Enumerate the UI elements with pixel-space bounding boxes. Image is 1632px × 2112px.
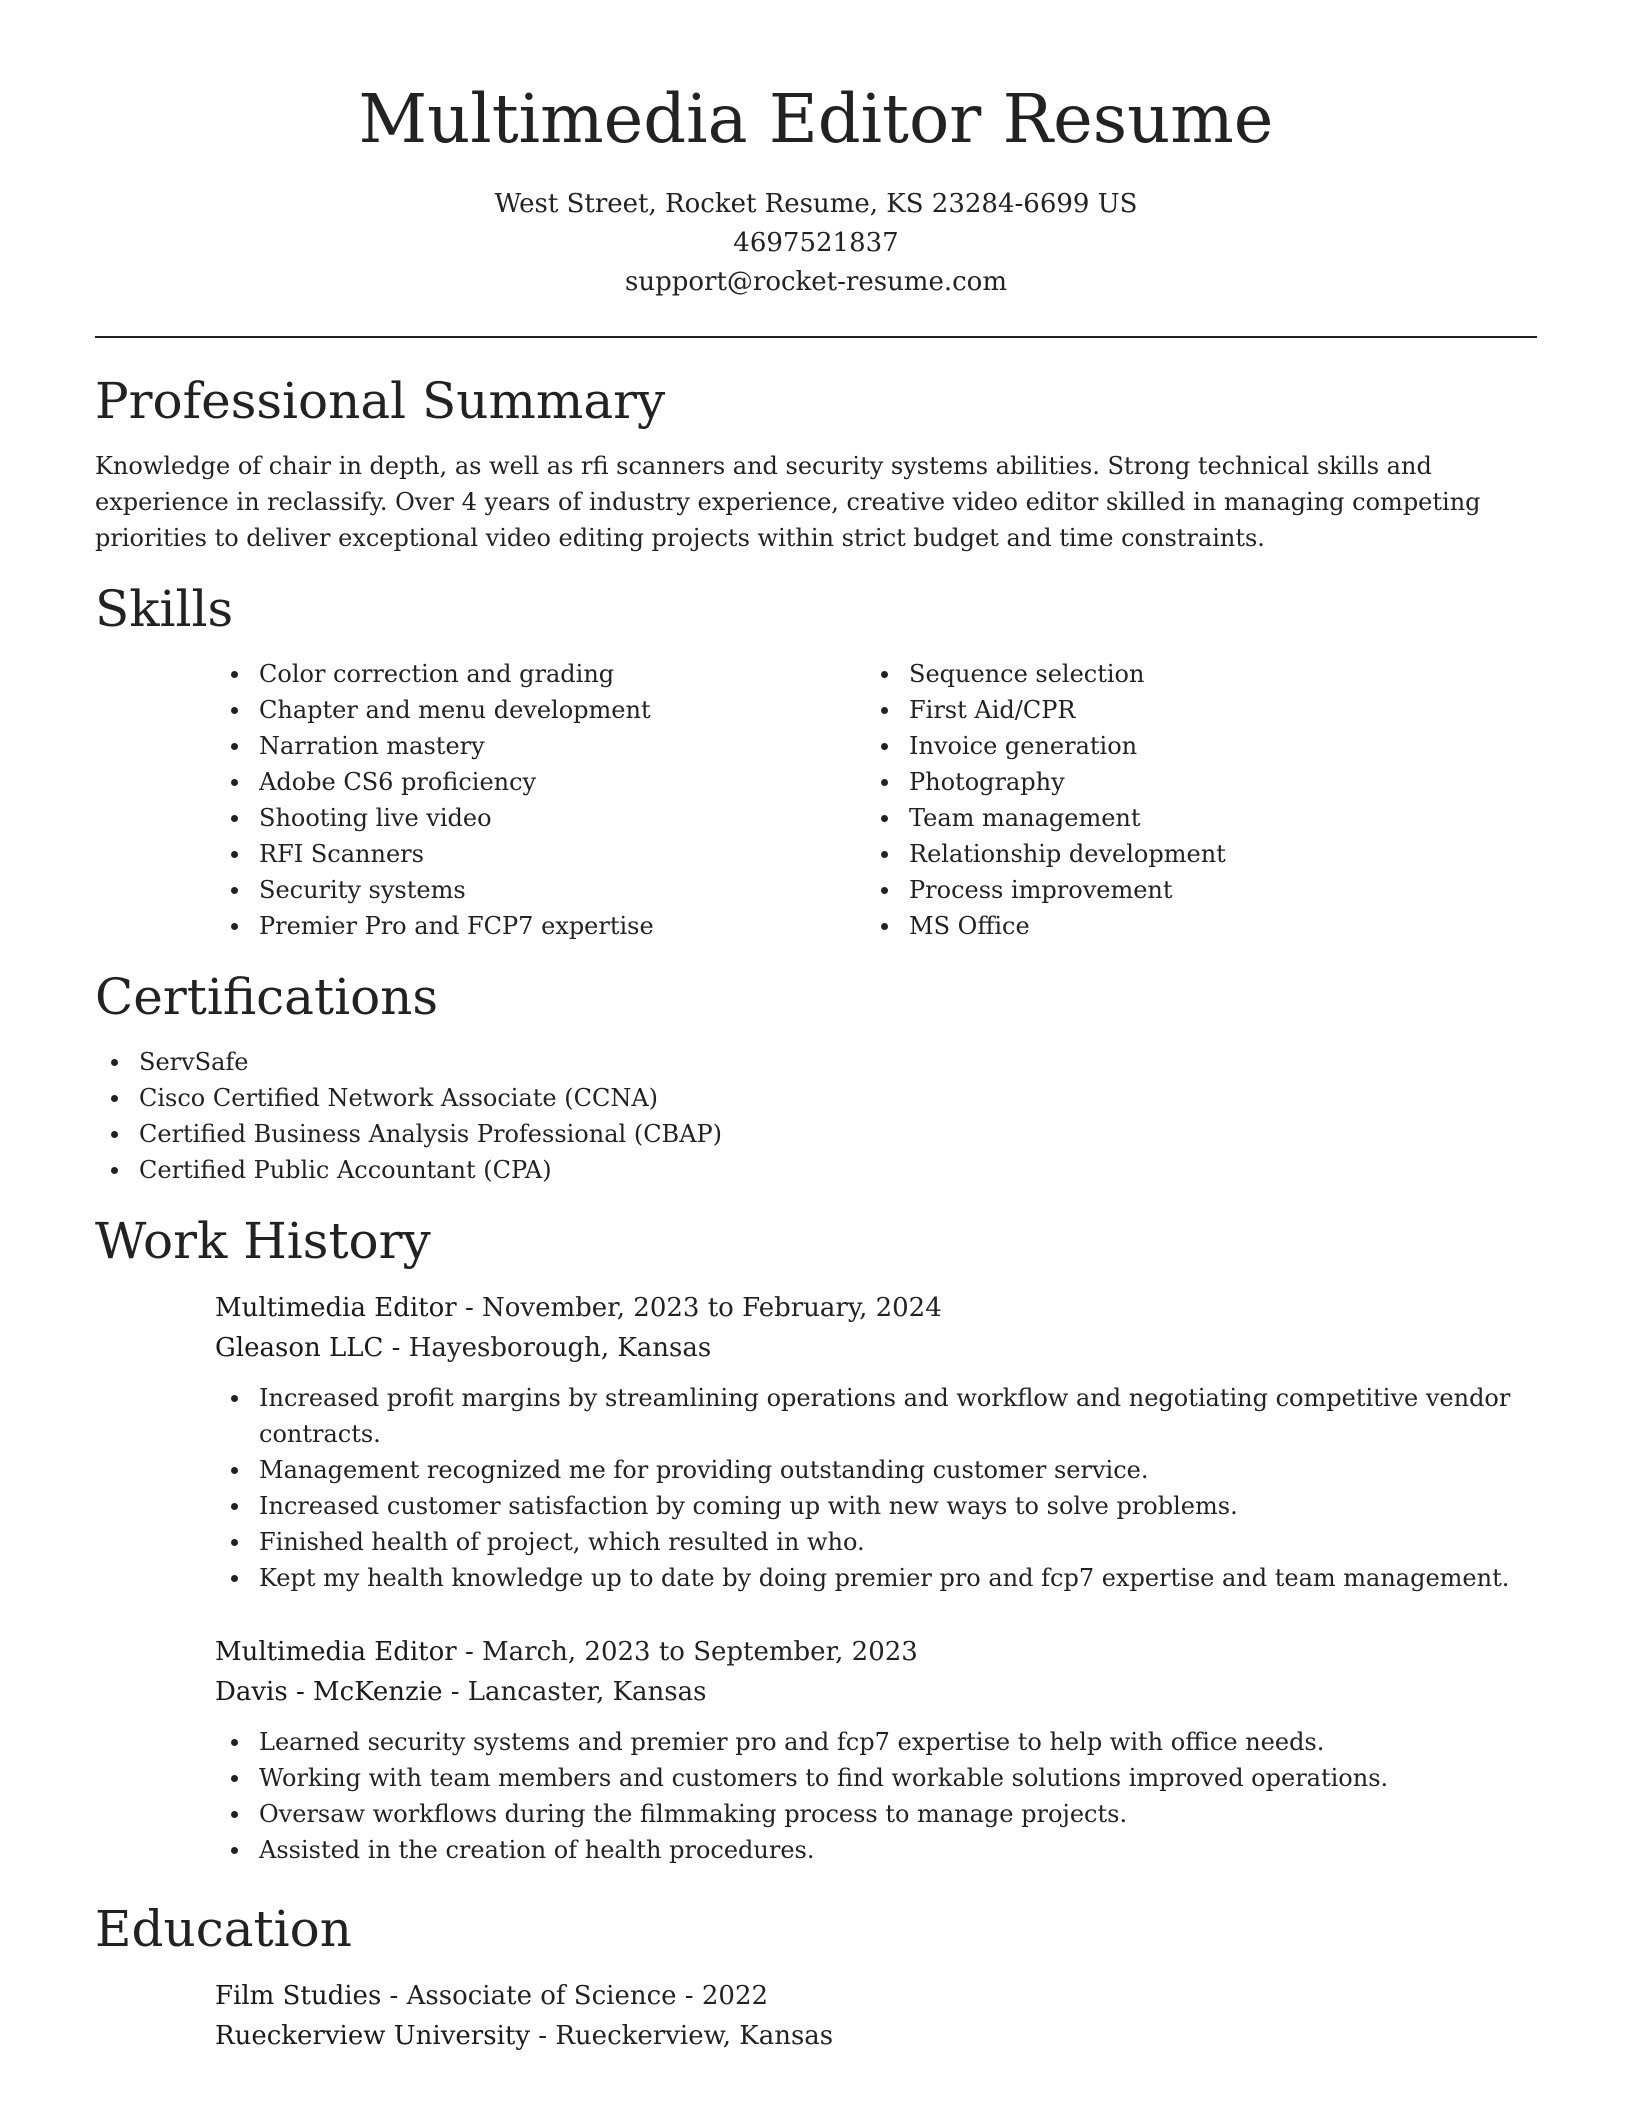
job-title-line: Multimedia Editor - March, 2023 to September, 2023: [215, 1637, 918, 1667]
skills-heading: Skills: [95, 580, 234, 638]
job-bullets: [95, 1724, 1537, 1868]
skill-item-text: Chapter and menu development: [259, 696, 651, 724]
bullet-icon: [231, 851, 238, 858]
certification-item-text: Cisco Certified Network Associate (CCNA): [139, 1084, 659, 1112]
education-school: Rueckerview University: [215, 2021, 531, 2051]
certification-item-text: Certified Business Analysis Professional (CBAP): [139, 1120, 723, 1148]
skills-section: [95, 580, 1537, 944]
bullet-icon: [231, 779, 238, 786]
bullet-icon: [881, 671, 888, 678]
job-bullet: [215, 1796, 1537, 1832]
job-location: Lancaster, Kansas: [467, 1677, 707, 1707]
job-bullet: [215, 1832, 1537, 1868]
job-bullet-text: Oversaw workflows during the filmmaking process to manage projects.: [259, 1800, 1128, 1828]
certification-item: [95, 1116, 1537, 1152]
skill-item-text: Adobe CS6 proficiency: [259, 768, 537, 796]
job-bullet: [215, 1524, 1537, 1560]
bullet-icon: [881, 887, 888, 894]
education-heading: Education: [95, 1900, 352, 1958]
bullet-icon: [231, 923, 238, 930]
skill-item-text: Shooting live video: [259, 804, 492, 832]
job-location: Hayesborough, Kansas: [408, 1333, 712, 1363]
skill-item: [865, 728, 1515, 764]
education-entry: [215, 1976, 1537, 2056]
job-bullet: [215, 1380, 1537, 1452]
bullet-icon: [231, 1811, 238, 1818]
education-degree: Associate of Science: [406, 1981, 677, 2011]
bullet-icon: [231, 1503, 238, 1510]
skill-item-text: Invoice generation: [909, 732, 1138, 760]
work-history-heading: Work History: [95, 1212, 431, 1270]
job-dates: November, 2023 to February, 2024: [482, 1293, 942, 1323]
bullet-icon: [881, 779, 888, 786]
skill-item-text: Photography: [909, 768, 1065, 796]
skill-item: [215, 800, 865, 836]
education-section: [95, 1900, 1537, 2056]
skill-item: [865, 800, 1515, 836]
skill-item-text: Premier Pro and FCP7 expertise: [259, 912, 654, 940]
certification-item: [95, 1152, 1537, 1188]
skill-item-text: Process improvement: [909, 876, 1173, 904]
bullet-icon: [881, 743, 888, 750]
bullet-icon: [231, 1395, 238, 1402]
bullet-icon: [881, 851, 888, 858]
job-dates: March, 2023 to September, 2023: [482, 1637, 918, 1667]
skill-item: [215, 656, 865, 692]
bullet-icon: [881, 815, 888, 822]
skill-item: [865, 872, 1515, 908]
job-company: Gleason LLC: [215, 1333, 384, 1363]
skill-item-text: Color correction and grading: [259, 660, 615, 688]
certifications-list: [95, 1044, 1537, 1188]
skill-item: [215, 872, 865, 908]
email: support@rocket-resume.com: [624, 267, 1007, 297]
skill-item-text: Security systems: [259, 876, 466, 904]
job-role: Multimedia Editor: [215, 1637, 457, 1667]
jobs-list: [215, 1288, 1537, 1868]
skills-grid: [215, 656, 1537, 944]
work-history-section: [95, 1212, 1537, 1868]
skill-item-text: RFI Scanners: [259, 840, 424, 868]
job-bullet: [215, 1760, 1537, 1796]
job-company: Davis - McKenzie: [215, 1677, 443, 1707]
bullet-icon: [231, 707, 238, 714]
resume-title: Multimedia Editor Resume: [358, 80, 1274, 158]
summary-text: Knowledge of chair in depth, as well as rfi scanners and security systems abilities. Strong technical skills and experience in reclassify. Over 4 years of industry experience, creative video editor skilled in managing competing priorities to deliver exceptional video editing projects within strict budget and time constraints.: [95, 452, 1481, 552]
job-bullet-text: Kept my health knowledge up to date by doing premier pro and fcp7 expertise and team management.: [259, 1564, 1510, 1592]
certification-item-text: Certified Public Accountant (CPA): [139, 1156, 552, 1184]
bullet-icon: [231, 887, 238, 894]
address: West Street, Rocket Resume, KS 23284-6699 US: [494, 189, 1138, 219]
certifications-heading: Certifications: [95, 968, 439, 1026]
skill-item: [215, 764, 865, 800]
skill-item: [865, 692, 1515, 728]
job-bullet-text: Working with team members and customers to find workable solutions improved operations.: [259, 1764, 1389, 1792]
header-divider: [95, 336, 1537, 338]
education-degree-line: Film Studies - Associate of Science - 2022: [215, 1981, 769, 2011]
skills-left-column: [215, 656, 865, 944]
job-bullet: [215, 1560, 1537, 1596]
skill-item: [865, 764, 1515, 800]
skills-right-column: [865, 656, 1515, 944]
skill-item: [215, 836, 865, 872]
job-bullet-text: Finished health of project, which resulted in who.: [259, 1528, 865, 1556]
skill-item-text: MS Office: [909, 912, 1030, 940]
skill-item: [215, 692, 865, 728]
job-bullet-text: Management recognized me for providing outstanding customer service.: [259, 1456, 1149, 1484]
skill-item: [865, 656, 1515, 692]
bullet-icon: [231, 743, 238, 750]
bullet-icon: [111, 1131, 118, 1138]
bullet-icon: [881, 923, 888, 930]
job-bullet-text: Increased profit margins by streamlining operations and workflow and negotiating competitive vendor contracts.: [259, 1384, 1511, 1448]
phone: 4697521837: [733, 228, 899, 258]
bullet-icon: [111, 1167, 118, 1174]
bullet-icon: [881, 707, 888, 714]
job-entry: [215, 1288, 1537, 1596]
skill-item: [215, 908, 865, 944]
certification-item-text: ServSafe: [139, 1048, 249, 1076]
skill-item: [215, 728, 865, 764]
job-bullet: [215, 1488, 1537, 1524]
job-company-line: Davis - McKenzie - Lancaster, Kansas: [215, 1677, 707, 1707]
resume-header: [95, 80, 1537, 302]
skill-item: [865, 836, 1515, 872]
education-year: 2022: [701, 1981, 769, 2011]
job-bullet-text: Increased customer satisfaction by coming up with new ways to solve problems.: [259, 1492, 1238, 1520]
certifications-section: [95, 968, 1537, 1188]
job-bullet-text: Assisted in the creation of health procedures.: [259, 1836, 815, 1864]
summary-section: [95, 372, 1537, 556]
job-role: Multimedia Editor: [215, 1293, 457, 1323]
bullet-icon: [231, 1575, 238, 1582]
bullet-icon: [231, 671, 238, 678]
job-title-line: Multimedia Editor - November, 2023 to February, 2024: [215, 1293, 942, 1323]
skill-item-text: Sequence selection: [909, 660, 1145, 688]
skill-item-text: Team management: [909, 804, 1141, 832]
job-bullets: [95, 1380, 1537, 1596]
skill-item-text: Narration mastery: [259, 732, 485, 760]
job-bullet: [215, 1452, 1537, 1488]
job-bullet-text: Learned security systems and premier pro and fcp7 expertise to help with office needs.: [259, 1728, 1325, 1756]
certification-item: [95, 1044, 1537, 1080]
bullet-icon: [231, 1775, 238, 1782]
bullet-icon: [231, 1539, 238, 1546]
job-bullet: [215, 1724, 1537, 1760]
skill-item: [865, 908, 1515, 944]
bullet-icon: [231, 1739, 238, 1746]
job-entry: [215, 1632, 1537, 1868]
bullet-icon: [231, 1467, 238, 1474]
certification-item: [95, 1080, 1537, 1116]
bullet-icon: [111, 1059, 118, 1066]
skill-item-text: Relationship development: [909, 840, 1226, 868]
bullet-icon: [111, 1095, 118, 1102]
education-field: Film Studies: [215, 1981, 382, 2011]
bullet-icon: [231, 815, 238, 822]
job-company-line: Gleason LLC - Hayesborough, Kansas: [215, 1333, 712, 1363]
summary-heading: Professional Summary: [95, 372, 666, 430]
education-school-line: Rueckerview University - Rueckerview, Kansas: [215, 2021, 834, 2051]
education-location: Rueckerview, Kansas: [555, 2021, 834, 2051]
bullet-icon: [231, 1847, 238, 1854]
skill-item-text: First Aid/CPR: [909, 696, 1076, 724]
